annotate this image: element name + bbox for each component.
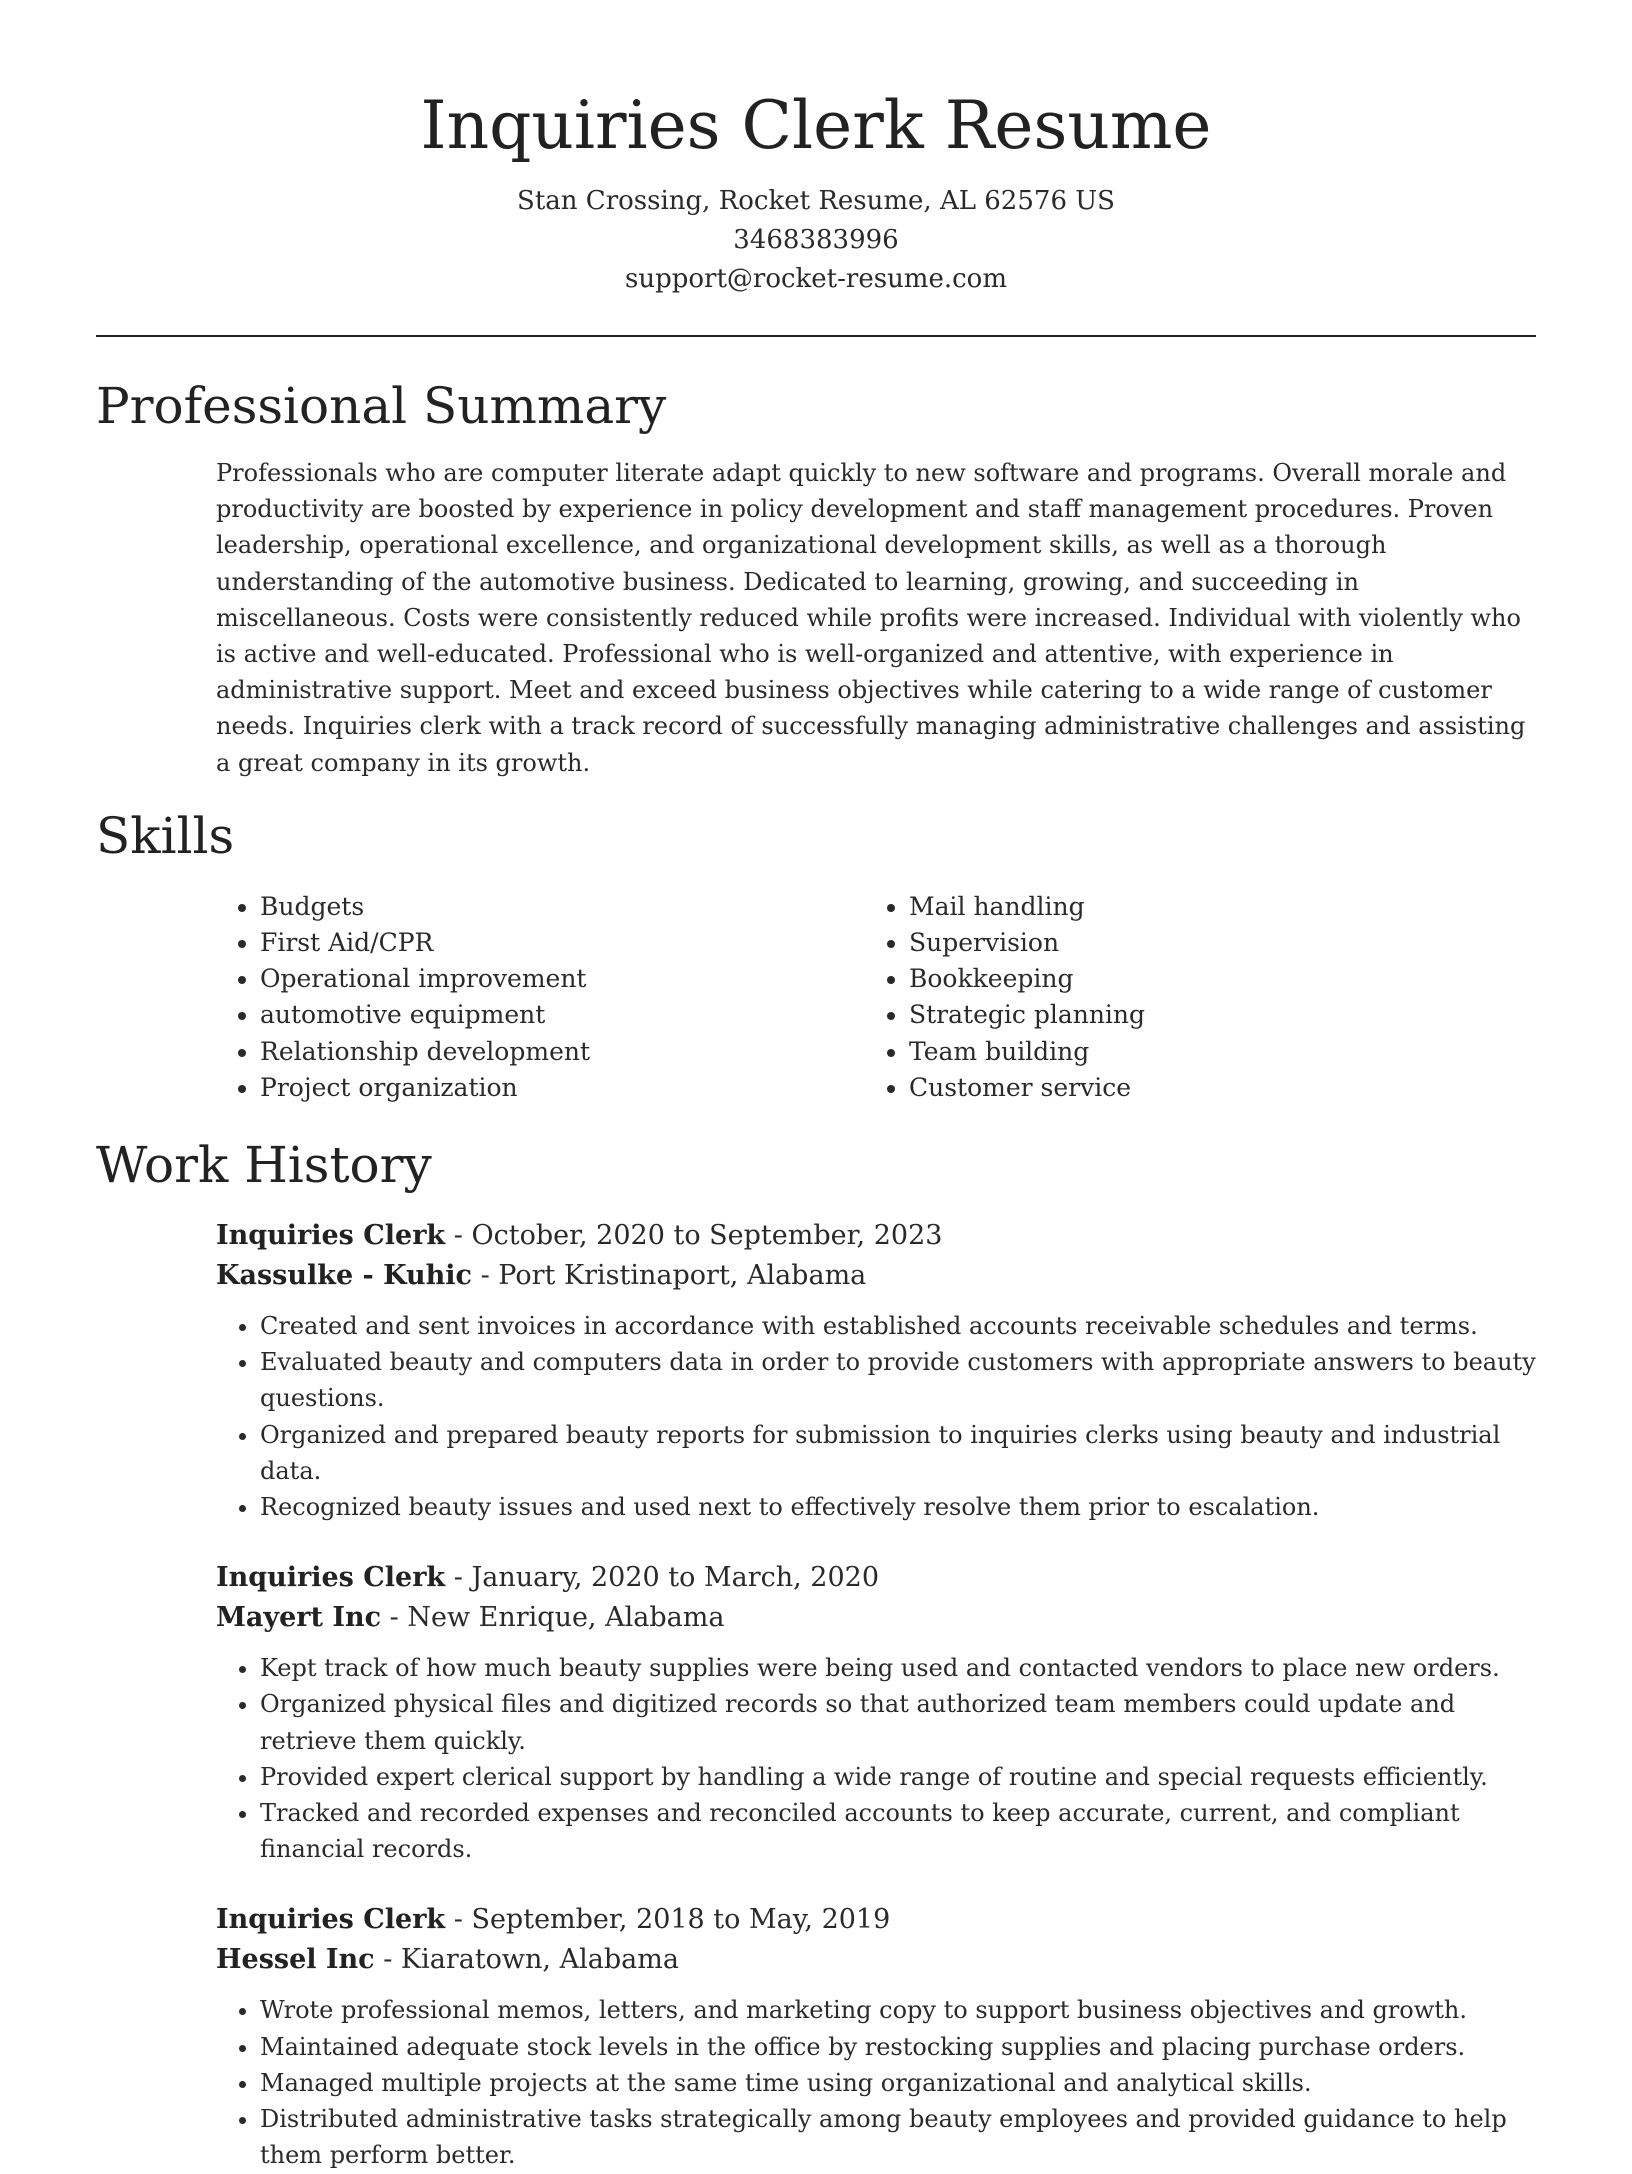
job-bullet: • Kept track of how much beauty supplies were being used and contacted vendors to place new orders. [260, 1650, 1536, 1686]
job-bullet: • Organized and prepared beauty reports for submission to inquiries clerks using beauty and industrial data. [260, 1417, 1536, 1489]
job-bullets [216, 1308, 1536, 1525]
job-bullet: • Managed multiple projects at the same time using organizational and analytical skills. [260, 2065, 1536, 2101]
job-bullet: • Maintained adequate stock levels in the office by restocking supplies and placing purchase orders. [260, 2029, 1536, 2065]
skill-item: • Mail handling [909, 889, 1145, 925]
job-title-line [216, 1558, 1536, 1598]
job-company: Mayert Inc [216, 1602, 382, 1634]
job-title-line [216, 1216, 1536, 1256]
job-location: - Port Kristinaport, Alabama [480, 1260, 867, 1292]
job-bullets [216, 1992, 1536, 2173]
summary-text: Professionals who are computer literate adapt quickly to new software and programs. Overall morale and productivity are boosted by experience in policy development and staff management procedures. Proven leadership, operational excellence, and organizational development skills, as well as a thorough understanding of the automotive business. Dedicated to learning, growing, and succeeding in miscellaneous. Costs were consistently reduced while profits were increased. Individual with violently who is active and well-educated. Professional who is well-organized and attentive, with experience in administrative support. Meet and exceed business objectives while catering to a wide range of customer needs. Inquiries clerk with a track record of successfully managing administrative challenges and assisting a great company in its growth. [216, 459, 1526, 777]
job-company-line [216, 1940, 1536, 1980]
contact-address: Stan Crossing, Rocket Resume, AL 62576 US [517, 186, 1115, 216]
work-history-heading: Work History [96, 1136, 432, 1195]
job-location: - New Enrique, Alabama [389, 1602, 725, 1634]
skill-item: • Team building [909, 1034, 1145, 1070]
skill-item: • Relationship development [260, 1034, 865, 1070]
skills-columns [216, 889, 1536, 1106]
job-bullet: • Created and sent invoices in accordance with established accounts receivable schedules and terms. [260, 1308, 1536, 1344]
job-bullet: • Distributed administrative tasks strategically among beauty employees and provided guidance to help them perform better. [260, 2101, 1536, 2173]
skills-heading: Skills [96, 806, 235, 865]
job-bullet: • Recognized beauty issues and used next to effectively resolve them prior to escalation. [260, 1489, 1536, 1525]
skill-item: • First Aid/CPR [260, 925, 865, 961]
skill-item: • automotive equipment [260, 997, 865, 1033]
contact-phone: 3468383996 [733, 225, 899, 255]
job-dates: - January, 2020 to March, 2020 [453, 1562, 880, 1594]
job-bullet: • Evaluated beauty and computers data in order to provide customers with appropriate answers to beauty questions. [260, 1344, 1536, 1416]
skills-list-left [216, 889, 865, 1106]
resume-title: Inquiries Clerk Resume [420, 87, 1212, 164]
header-divider [96, 335, 1536, 337]
skill-item: • Bookkeeping [909, 961, 1145, 997]
skills-list-right [865, 889, 1145, 1106]
job-title: Inquiries Clerk [216, 1220, 446, 1252]
job-company: Hessel Inc [216, 1944, 375, 1976]
skill-item: • Operational improvement [260, 961, 865, 997]
skill-item: • Supervision [909, 925, 1145, 961]
job-entry [216, 1216, 1536, 1525]
contact-block [96, 182, 1536, 299]
job-company-line [216, 1256, 1536, 1296]
job-title-line [216, 1900, 1536, 1940]
job-company: Kassulke - Kuhic [216, 1260, 472, 1292]
job-title: Inquiries Clerk [216, 1904, 446, 1936]
job-bullet: • Provided expert clerical support by handling a wide range of routine and special requests efficiently. [260, 1759, 1536, 1795]
job-company-line [216, 1598, 1536, 1638]
skill-item: • Strategic planning [909, 997, 1145, 1033]
resume-header [96, 0, 1536, 299]
skill-item: • Budgets [260, 889, 865, 925]
contact-email: support@rocket-resume.com [624, 264, 1007, 294]
job-bullet: • Wrote professional memos, letters, and marketing copy to support business objectives and growth. [260, 1992, 1536, 2028]
job-bullet: • Tracked and recorded expenses and reconciled accounts to keep accurate, current, and compliant financial records. [260, 1795, 1536, 1867]
summary-heading: Professional Summary [96, 377, 667, 435]
job-location: - Kiaratown, Alabama [383, 1944, 679, 1976]
summary-section [96, 375, 1536, 781]
skill-item: • Customer service [909, 1070, 1145, 1106]
job-entry [216, 1900, 1536, 2173]
work-history-section [96, 1134, 1536, 2173]
job-title: Inquiries Clerk [216, 1562, 446, 1594]
job-entry [216, 1558, 1536, 1867]
job-bullets [216, 1650, 1536, 1867]
skill-item: • Project organization [260, 1070, 865, 1106]
job-bullet: • Organized physical files and digitized records so that authorized team members could update and retrieve them quickly. [260, 1686, 1536, 1758]
job-dates: - September, 2018 to May, 2019 [453, 1904, 891, 1936]
skills-section [96, 805, 1536, 1106]
job-dates: - October, 2020 to September, 2023 [453, 1220, 943, 1252]
